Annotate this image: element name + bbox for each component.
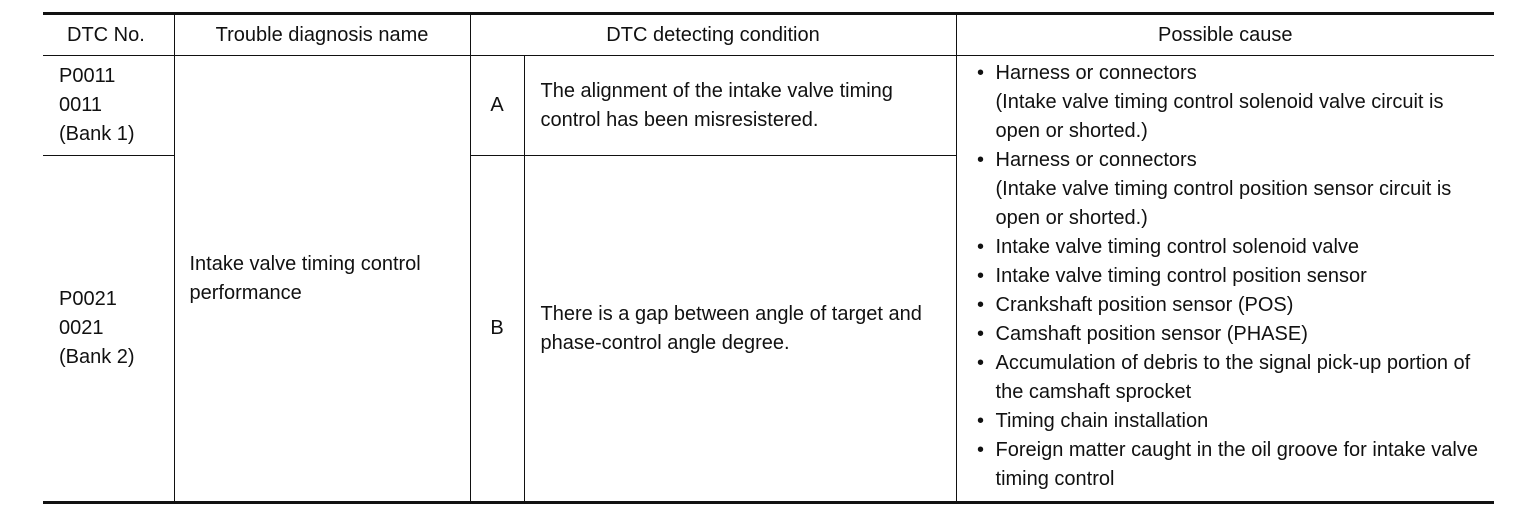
dtc-code-cell-bank1 xyxy=(43,56,174,156)
header-possible-cause: Possible cause xyxy=(956,14,1494,56)
possible-cause-list xyxy=(971,59,1487,494)
cause-text: Foreign matter caught in the oil groove for intake valve timing control xyxy=(995,439,1478,490)
cause-text: Harness or connectors xyxy=(995,62,1197,84)
list-item xyxy=(971,262,1487,291)
list-item xyxy=(971,349,1487,407)
bullet-icon: • xyxy=(977,265,985,287)
header-row xyxy=(43,14,1494,56)
cause-text: Intake valve timing control position sensor xyxy=(995,265,1367,287)
cause-text: Timing chain installation xyxy=(995,410,1209,432)
header-dtc-detecting-condition: DTC detecting condition xyxy=(470,14,956,56)
list-item xyxy=(971,291,1487,320)
condition-letter: A xyxy=(470,56,524,156)
header-dtc-no: DTC No. xyxy=(43,14,174,56)
list-item xyxy=(971,436,1487,494)
bullet-icon: • xyxy=(977,294,985,316)
cause-text: Harness or connectors xyxy=(995,149,1197,171)
cause-text: Accumulation of debris to the signal pick-up portion of the camshaft sprocket xyxy=(995,352,1471,403)
bullet-icon: • xyxy=(977,410,985,432)
condition-letter: B xyxy=(470,156,524,503)
list-item xyxy=(971,233,1487,262)
table-row xyxy=(43,56,1494,156)
list-item xyxy=(971,407,1487,436)
detecting-condition: The alignment of the intake valve timing control has been misresistered. xyxy=(524,56,956,156)
dtc-code: P0011 xyxy=(59,65,116,87)
dtc-bank: (Bank 1) xyxy=(59,123,135,145)
bullet-icon: • xyxy=(977,323,985,345)
dtc-bank: (Bank 2) xyxy=(59,346,135,368)
bullet-icon: • xyxy=(977,149,985,171)
trouble-diagnosis-name: Intake valve timing control performance xyxy=(174,56,470,503)
header-trouble-diagnosis-name: Trouble diagnosis name xyxy=(174,14,470,56)
list-item xyxy=(971,320,1487,349)
cause-text: Intake valve timing control solenoid valve xyxy=(995,236,1360,258)
cause-text: Camshaft position sensor (PHASE) xyxy=(995,323,1308,345)
bullet-icon: • xyxy=(977,352,985,374)
dtc-code-cell-bank2 xyxy=(43,156,174,503)
list-item xyxy=(971,59,1487,146)
dtc-code-short: 0011 xyxy=(59,94,103,116)
bullet-icon: • xyxy=(977,236,985,258)
list-item xyxy=(971,146,1487,233)
cause-detail: (Intake valve timing control solenoid valve circuit is open or shorted.) xyxy=(995,91,1444,142)
cause-text: Crankshaft position sensor (POS) xyxy=(995,294,1294,316)
bullet-icon: • xyxy=(977,439,985,461)
dtc-code-short: 0021 xyxy=(59,317,104,339)
dtc-code: P0021 xyxy=(59,288,117,310)
possible-cause-cell xyxy=(956,56,1494,503)
bullet-icon: • xyxy=(977,62,985,84)
detecting-condition: There is a gap between angle of target and phase-control angle degree. xyxy=(524,156,956,503)
cause-detail: (Intake valve timing control position sensor circuit is open or shorted.) xyxy=(995,178,1452,229)
dtc-table xyxy=(43,12,1494,504)
